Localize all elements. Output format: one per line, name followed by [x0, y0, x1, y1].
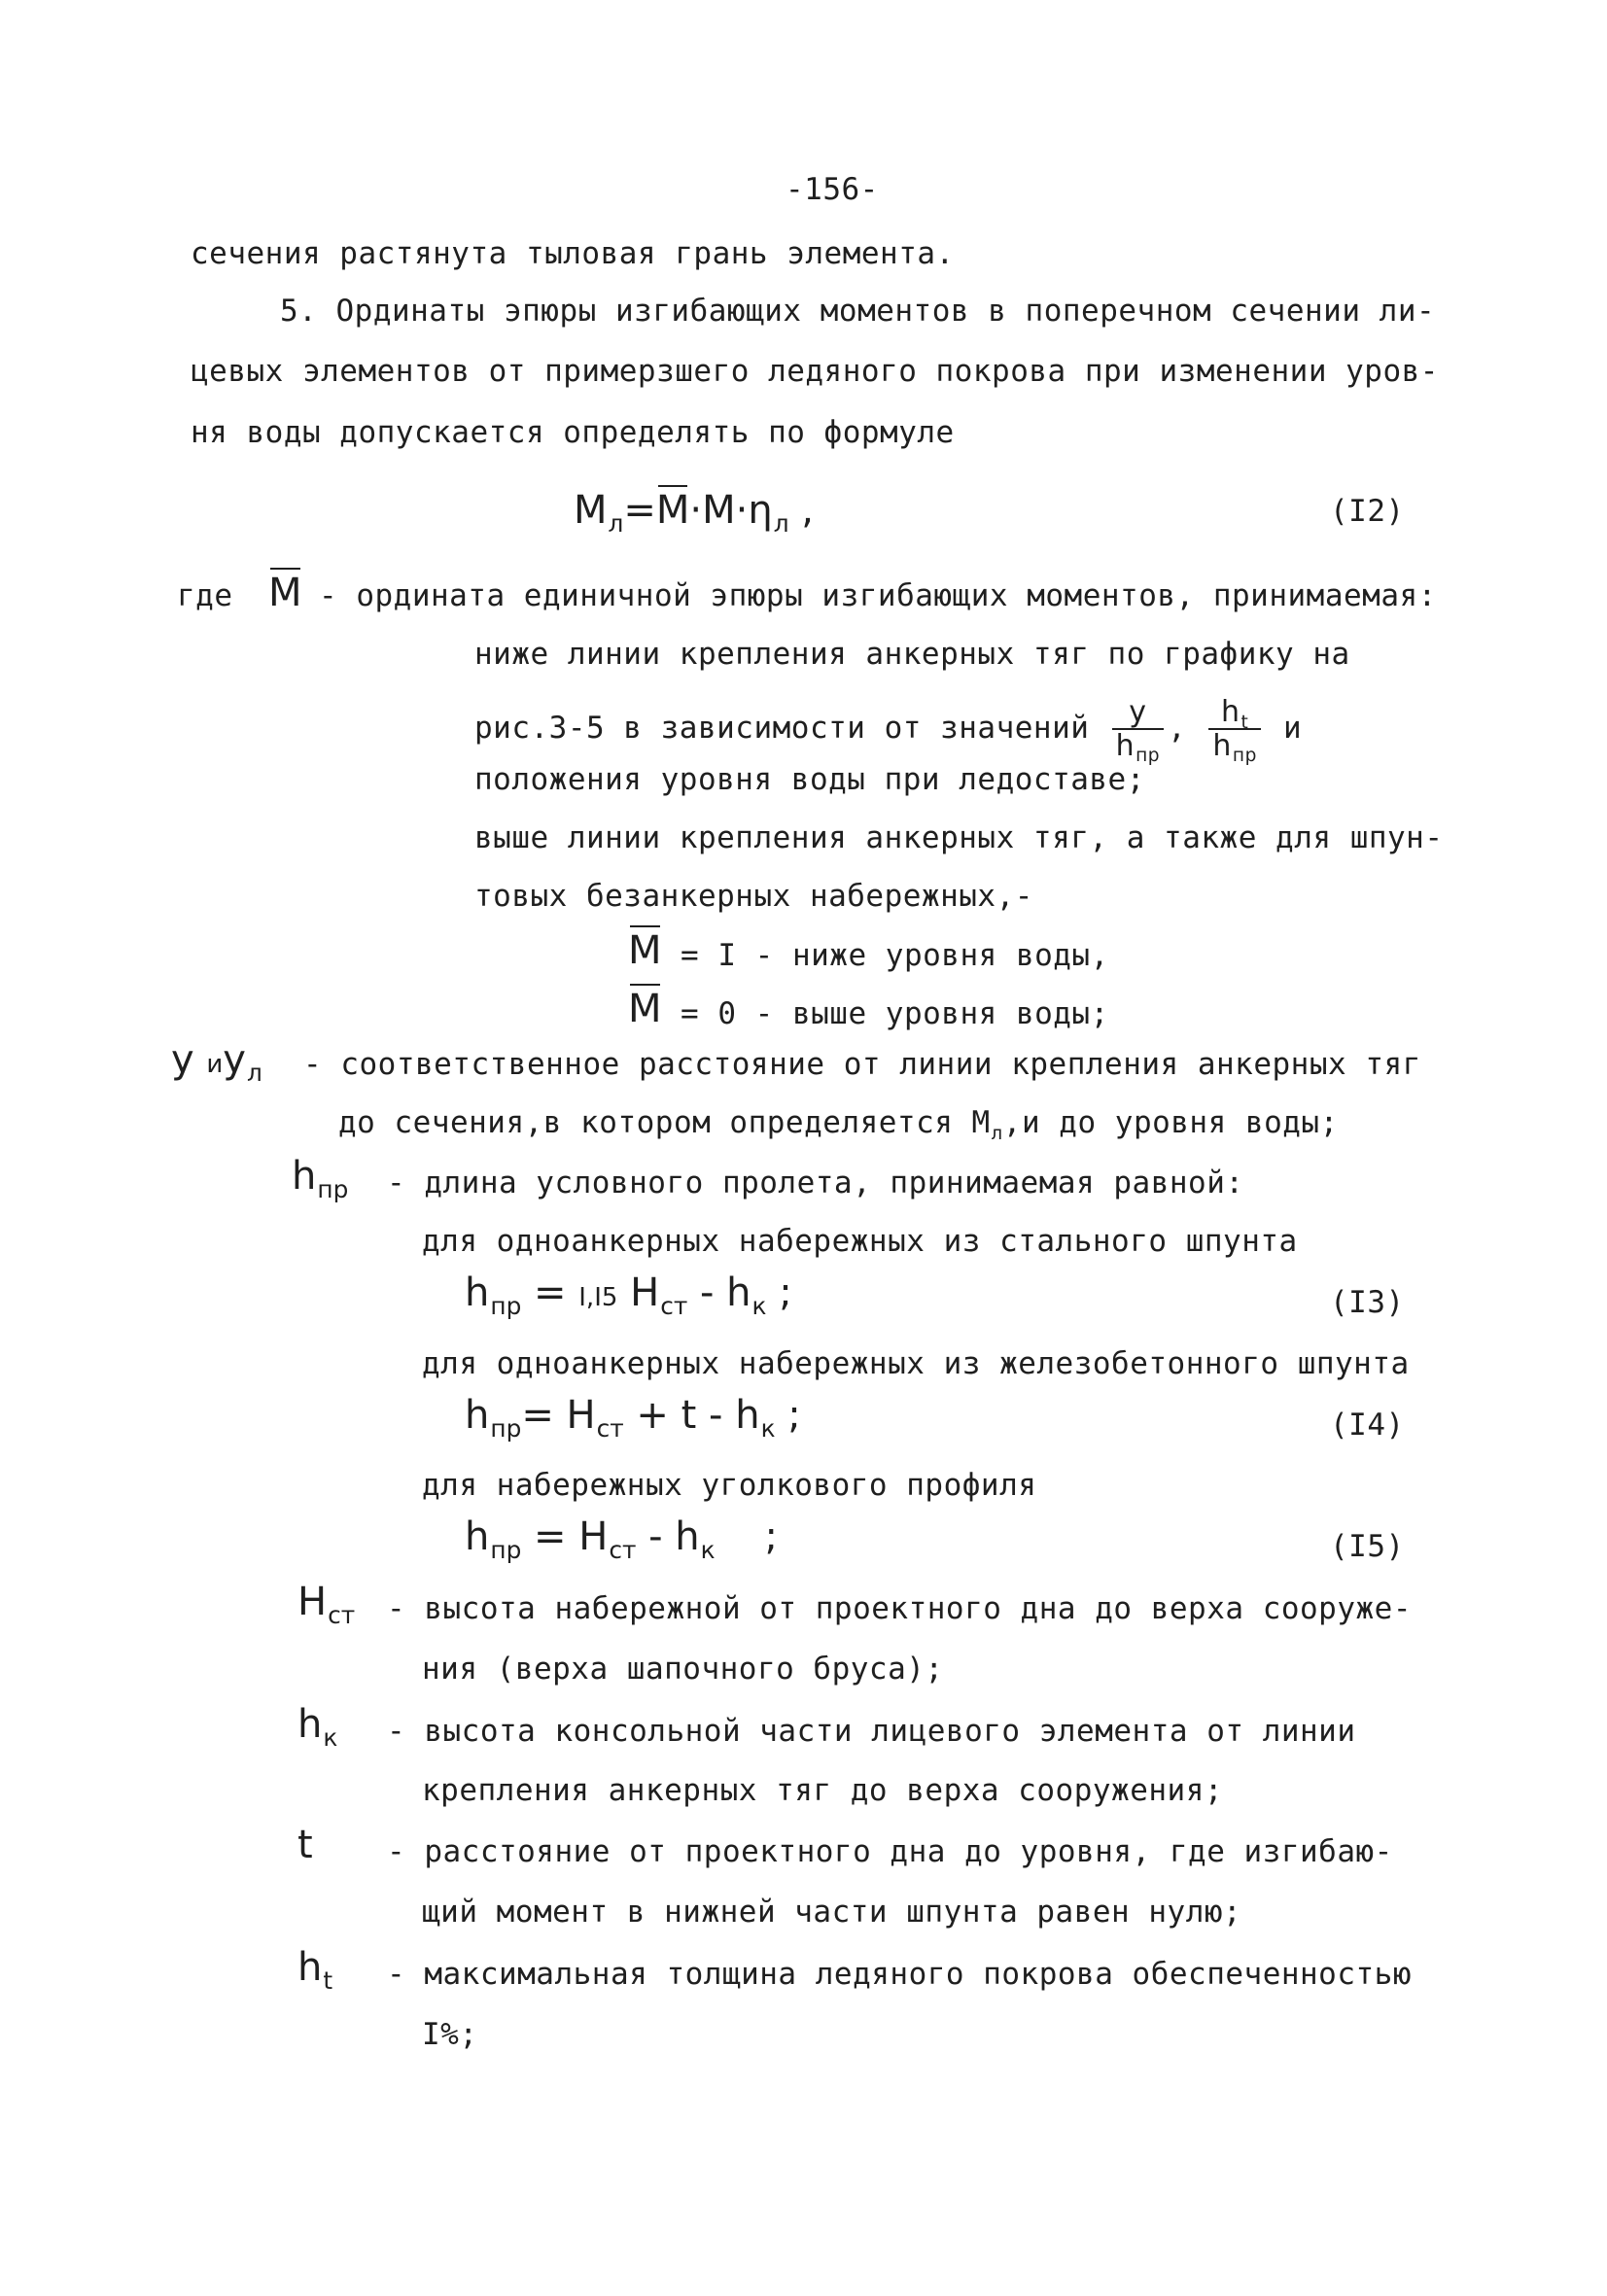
- text-line: 5. Ординаты эпюры изгибающих моментов в поперечном сечении ли-: [280, 294, 1436, 329]
- equation-number: (I3): [1330, 1285, 1405, 1320]
- text-line: крепления анкерных тяг до верха сооружения;: [422, 1773, 1224, 1808]
- text-line: сечения растянута тыловая грань элемента.: [191, 236, 955, 271]
- text-line: товых безанкерных набережных,-: [474, 879, 1033, 914]
- text-line: ня воды допускается определять по формуле: [191, 415, 955, 450]
- text-line: до сечения,в котором определяется $М_л,и$ до уровня воды;: [338, 1105, 1339, 1144]
- definition-text: - длина условного пролета, принимаемая равной:: [387, 1165, 1244, 1200]
- fraction-y-hpr: $\frac{y}{h_{пр}}$: [1112, 697, 1164, 762]
- m-bar-symbol: M: [628, 928, 662, 973]
- hst-symbol: $H_{ст}$: [297, 1580, 356, 1629]
- t-symbol: t: [297, 1823, 313, 1867]
- formula-14: $h_{пр}= H_{ст} + t - h_к$ ;: [465, 1393, 801, 1443]
- text-line: для набережных уголкового профиля: [422, 1468, 1037, 1503]
- text-line: = 0 - выше уровня воды;: [681, 996, 1109, 1031]
- ht-symbol: $h_t$: [297, 1945, 333, 1995]
- text-line: положения уровня воды при ледоставе;: [474, 762, 1145, 797]
- text-line: для одноанкерных набережных из стального шпунта: [422, 1224, 1298, 1259]
- formula-13: $h_{пр} = I,I5$ $H_{ст} - h_к$ ;: [465, 1270, 792, 1320]
- text-line: рис.3-5 в зависимости от значений $\frac{y}{h_{пр}}$ , $\frac{h_t}{h_{пр}}$ и: [474, 695, 1303, 766]
- equation-number: (I4): [1330, 1408, 1405, 1443]
- page-number: -156-: [786, 172, 879, 207]
- formula-15: $h_{пр} = H_{ст} - h_к$ ;: [465, 1514, 778, 1564]
- m-bar-symbol: M: [268, 571, 302, 615]
- text-line: = I - ниже уровня воды,: [681, 938, 1109, 973]
- m-bar-symbol: M: [628, 987, 662, 1031]
- hpr-symbol: $h_{пр}$: [292, 1154, 349, 1203]
- formula-12: $M_л=M\cdot M\cdot\eta_л$ ,: [574, 488, 815, 538]
- equation-number: (I5): [1330, 1529, 1405, 1564]
- definition-text: - максимальная толщина ледяного покрова обеспеченностью: [387, 1957, 1412, 1992]
- definition-text: - высота набережной от проектного дна до верха сооруже-: [387, 1591, 1412, 1626]
- text-line: для одноанкерных набережных из железобетонного шпунта: [422, 1346, 1410, 1381]
- definition-text: - высота консольной части лицевого элемента от линии: [387, 1714, 1356, 1749]
- text-line: выше линии крепления анкерных тяг, а также для шпун-: [474, 820, 1444, 855]
- text-line: щий момент в нижней части шпунта равен нулю;: [422, 1895, 1242, 1930]
- y-symbols: y $иy_л$: [171, 1037, 262, 1087]
- equation-number: (I2): [1330, 494, 1405, 529]
- definition-text: - расстояние от проектного дна до уровня, где изгибаю-: [387, 1834, 1393, 1869]
- text-line: ния (верха шапочного бруса);: [422, 1652, 944, 1687]
- text-line: цевых элементов от примерзшего ледяного покрова при изменении уров-: [191, 354, 1439, 389]
- definition-text: - ордината единичной эпюры изгибающих моментов, принимаемая:: [319, 578, 1437, 613]
- text-line: I%;: [422, 2017, 478, 2052]
- gde-prefix: где: [177, 578, 233, 613]
- fraction-ht-hpr: $\frac{h_t}{h_{пр}}$: [1208, 697, 1260, 762]
- hk-symbol: $h_к$: [297, 1702, 338, 1752]
- definition-text: - соответственное расстояние от линии крепления анкерных тяг: [303, 1047, 1421, 1082]
- text-line: ниже линии крепления анкерных тяг по графику на: [474, 637, 1350, 672]
